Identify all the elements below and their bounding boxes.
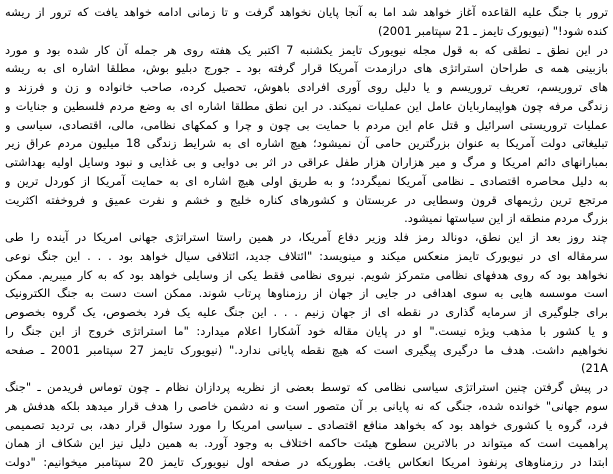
- text-line: زندگی مرفه چون هواپیماربایان عامل این عملیات نمیکند. در این نطق مطلقا اشاره ای به وضع مردم فلسطین و جنایات و: [5, 98, 608, 113]
- text-line: نخواهد بود که روی هدفهای نظامی متمرکز شویم. نیروی نظامی فقط یکی از وسایلی خواهد بود که به کار میبریم. ممکن: [5, 267, 608, 282]
- text-line: بازبینی همه ی طراحان استراتژی های درازمدت آمریکا قرار گرفته بود ـ جورج دبلیو بوش، مطلقا اشاره ای به ریشه: [5, 61, 608, 76]
- text-line: بزرگ مردم منطقه از این سیاستها نمیشود.: [404, 211, 608, 226]
- text-line: ترور با جنگ علیه القاعده آغاز خواهد شد اما به آنجا پایان نخواهد گرفت و تا زمانی ادامه خواهد یافت که ترور از ریشه: [5, 5, 608, 19]
- text-line: سرمقاله ای در نیویورک تایمز منعکس میکند و مینویسد: "ائتلاف جدید، ائتلافی سیال خواهد بود . . . این جنگ نوعی: [5, 248, 608, 263]
- text-line: مرتجع ترین رژیمهای قرون وسطایی در عربستان و کشورهای کناره خلیج و خشم و نفرت عمیق و فروخفته اکثریت: [5, 192, 608, 207]
- text-line: کنده شود!" (نیویورک تایمز ـ 21 سپتامبر 2001): [377, 23, 608, 38]
- text-line: چند روز بعد از این نطق، دونالد رمز فلد وزیر دفاع آمریکا، در همین راستا استراتژی جهانی امریکا در آینده را طی: [5, 230, 608, 244]
- text-line: عملیات تروریستی اسرائیل و قتل عام این مردم با حمایت بی چون و چرا و کمکهای نظامی، مالی، اقتصادی، سیاسی و: [5, 117, 608, 132]
- text-line: های تروریسم، تعریف تروریسم و یا دلیل روی آوری افرادی باهوش، تحصیل کرده، صاحب خانواده و زن و فرزند و: [5, 80, 608, 94]
- text-line: برای جلوگیری از سرمایه گذاری در نقطه ای از جهان زنیم . . . این جنگ علیه یک فرد بخصوص، یک گروه بخصوص: [5, 305, 608, 319]
- text-line: در این نطق ـ نطقی که به قول مجله نیویورک تایمز یکشنبه 7 اکتبر یک هفته روی هر جمله آن کار شده بود و مورد: [5, 42, 608, 57]
- text-line: در پیش گرفتن چنین استراتژی سیاسی نظامی که توسط بعضی از نظریه پردازان نظام ـ چون توماس فریدمن ـ "جنگ: [5, 380, 608, 394]
- text-line: ابتدا در رزمناوهای پرنفوذ امریکا انعکاس یافت. بطوریکه در صفحه اول نیویورک تایمز 20 سپتامبر میخوانیم: "دولت: [5, 455, 608, 469]
- text-line: نخواهیم داشت. هدف ما درگیری پیگیری است که هیچ نقطه پایانی ندارد." (نیویورک تایمز 27 سپتامبر 2001 ـ صفحه: [5, 342, 608, 357]
- text-line: سوم جهانی" خوانده شده، جنگی که نه پایانی بر آن متصور است و نه دشمن خاصی را هدف قرار میدهد بلکه هدفش هر: [5, 398, 608, 413]
- text-line: پراهمیت است که میتواند در بالاترین سطوح هیئت حاکمه اختلاف به وجود آورد. به همین دلیل نیز این شکاف از همان: [5, 436, 608, 451]
- text-line: به دلیل محاصره اقتصادی ـ نظامی آمریکا نمیگردد؛ و به طریق اولی هیچ اشاره ای به حمایت آمریکا از کوردل ترین و: [5, 173, 608, 188]
- text-line: تبلیغاتی دولت آمریکا به عنوان بزرگترین حامی آن نمیشود؛ هیچ اشاره ای به شرایط زندگی 18 میلیون مردم عراق زیر: [5, 136, 608, 151]
- text-line: است موسسه هایی به سوی اهدافی در جایی از جهان از رزمناوها پرتاب شوند. ممکن است دست به جنگ الکترونیک: [5, 286, 608, 301]
- text-line: و یا کشور با مذهب ویژه نیست." او در پایان مقاله خود آشکارا اعلام میدارد: "ما استراتژی خروج از این جنگ را: [5, 323, 608, 338]
- text-line: بمبارانهای دائم امریکا و مرگ و میر هزاران هزار طفل عراقی در اثر بی دوایی و بی غذایی و نبود وسایل اولیه بهداشتی: [5, 155, 608, 169]
- page-reference-line: 21A): [580, 361, 608, 376]
- text-line: فرد، گروه یا کشوری خواهد بود که بخواهد منافع اقتصادی ـ سیاسی امریکا را مورد سئوال قرار دهد، بی تردید تصمیمی: [5, 417, 608, 432]
